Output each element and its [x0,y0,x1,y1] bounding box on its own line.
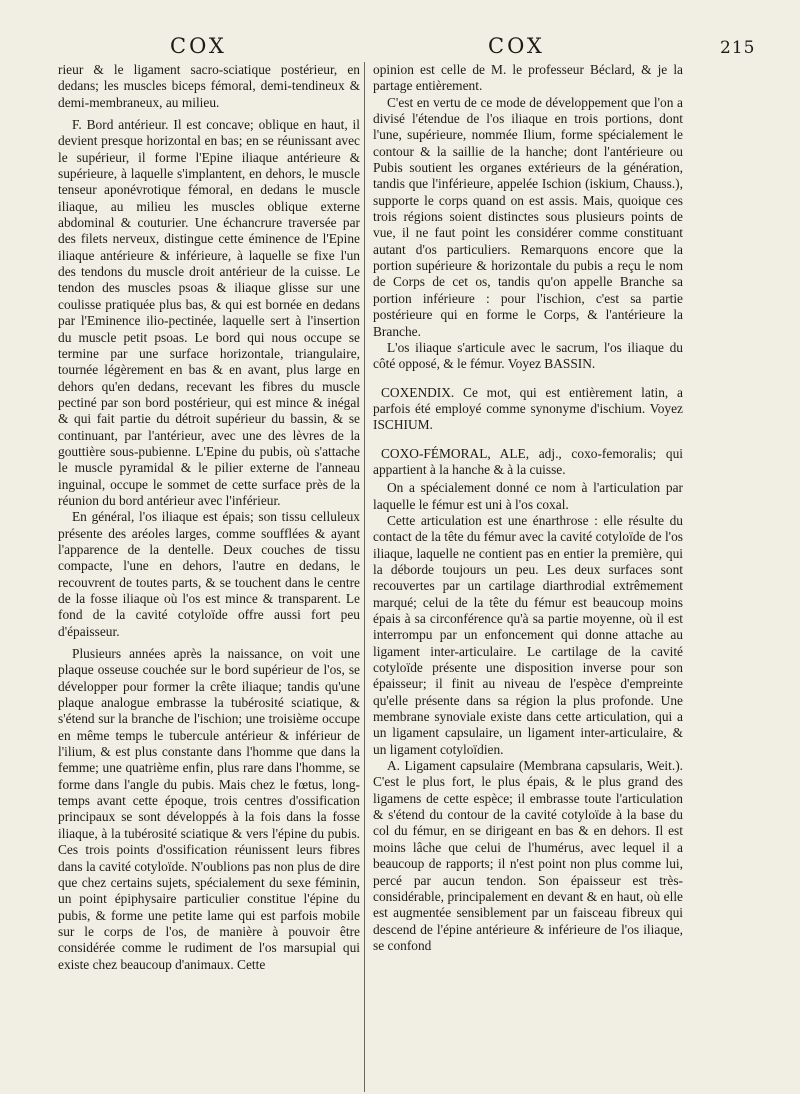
paragraph-bord-anterieur: F. Bord antérieur. Il est concave; oblique en haut, il devient presque horizontal en bas; en se réunissant avec le supérieur, il forme l'Epine iliaque antérieure & supérieure, à laquelle s'implantent, en dehors, le muscle tenseur aponévrotique fémoral, en dedans le muscle iliaque, au milieu les muscles oblique externe abdominal & couturier. Une échancrure traversée par des filets nerveux, distingue cette éminence de l'Epine iliaque antérieure & inférieure, à laquelle se fixe l'un des tendons du muscle droit antérieur de la cuisse. Le tendon des muscles psoas & iliaque glisse sur une coulisse pratiquée plus bas, & qui est bornée en dedans par l'Eminence ilio-pectinée, laquelle sert à l'insertion du muscle petit psoas. Le bord qui nous occupe se termine par une surface horizontale, triangulaire, tournée légèrement en bas & en avant, plus large en dehors qu'en dedans, recevant les fibres du muscle pectiné par son bord postérieur, qui est mince & inégal & qui fait partie du détroit supérieur du bassin, & se continuant, par l'antérieur, avec une des lèvres de la gouttière sous-pubienne. L'Epine du pubis, où s'attache le muscle pyramidal & le pilier externe de l'anneau inguinal, occupe le sommet de cette surface près de la réunion du bord antérieur avec l'inférieur. [58,117,360,508]
paragraph-enarthrose: Cette articulation est une énarthrose : elle résulte du contact de la tête du fémur avec la cavité cotyloïde de l'os iliaque, laquelle ne contient pas en entier la première, qui la déborde toujours un peu. Les deux surfaces sont recouvertes par un cartilage diarthrodial extrêmement marqué; celui de la tête du fémur est beaucoup moins épais à sa circonférence qu'à sa partie moyenne, où il est interrompu par un enfoncement qui donne attache au ligament inter-articulaire. Le cartilage de la cavité cotyloïde présente une disposition inverse pour son épaisseur; il finit au niveau de l'espèce d'empreinte qu'elle présente dans sa région la plus profonde. Une membrane synoviale existe dans cette articulation, qui a un ligament capsulaire, un ligament inter-articulaire, & un ligament cotyloïdien. [373,512,683,757]
entry-coxo-femoral: COXO-FÉMORAL, ALE, adj., coxo-femoralis; qui appartient à la hanche & à la cuisse. [373,445,683,477]
page-number: 215 [720,38,756,58]
paragraph-division: C'est en vertu de ce mode de développement que l'on a divisé l'étendue de l'os iliaque en trois portions, dont l'une, supérieure, nommée Ilium, forme spécialement le contour & la saillie de la hanche; dont l'antérieure ou Pubis soutient les organes extérieurs de la génération, tandis que l'inférieure, appelée Ischion (iskium, Chauss.), supporte le corps quand on est assis. Mais, quoique ces trois régions soient distinctes sous plusieurs points de vue, il ne faut point les considérer comme constituant autant d'os particuliers. Remarquons encore que la portion supérieure & horizontale du pubis a reçu le nom de Corps de cet os, tandis qu'on appelle Branche sa portion inférieure : pour l'ischion, c'est sa partie postérieure qui en forme le Corps, & l'antérieure la Branche. [373,94,683,339]
paragraph-structure: En général, l'os iliaque est épais; son tissu celluleux présente des aréoles larges, comme soufflées & ayant l'apparence de la dentelle. Deux couches de tissu compacte, l'une en dehors, l'autre en dedans, le recouvrent de toutes parts, & se touchent dans le centre de la fosse iliaque où l'os est mince & transparent. Le fond de la cavité cotyloïde offre aussi fort peu d'épaisseur. [58,509,360,639]
paragraph-opinion: opinion est celle de M. le professeur Béclard, & je la partage entièrement. [373,62,683,94]
paragraph-definition: On a spécialement donné ce nom à l'articulation par laquelle le fémur est uni à l'os coxal. [373,480,683,512]
paragraph-articulation: L'os iliaque s'articule avec le sacrum, l'os iliaque du côté opposé, & le fémur. Voyez BASSIN. [373,339,683,372]
running-head-right: COX [488,34,545,58]
paragraph-ligament-capsulaire: A. Ligament capsulaire (Membrana capsularis, Weit.). C'est le plus fort, le plus épais, & le plus grand des ligamens de cette espèce; il embrasse toute l'articulation & s'étend du contour de la cavité cotyloïde à la base du col du fémur, en se dirigeant en bas & en dehors. Il est moins lâche que celui de l'humérus, avec lequel il a beaucoup de rapports; il n'est point non plus comme lui, percé par aucun tendon. Son épaisseur est très-considérable, principalement en devant & en haut, où elle est augmentée sensiblement par un faisceau fibreux qui descend de l'épine antérieure & inférieure de l'os iliaque, se confond [373,758,683,953]
right-column [373,62,683,954]
paragraph-continuation: rieur & le ligament sacro-sciatique postérieur, en dedans; les muscles biceps fémoral, demi-tendineux & demi-membraneux, au milieu. [58,62,360,110]
page-header [0,34,800,64]
left-column [58,62,360,973]
running-head-left: COX [170,34,227,58]
entry-coxendix: COXENDIX. Ce mot, qui est entièrement latin, a parfois été employé comme synonyme d'ischium. Voyez ISCHIUM. [373,384,683,433]
column-divider [364,62,365,1092]
paragraph-ossification: Plusieurs années après la naissance, on voit une plaque osseuse couchée sur le bord supérieur de l'os, se développer pour former la crête iliaque; tandis qu'une plaque analogue embrasse la tubérosité sciatique, & s'étend sur la branche de l'ischion; une troisième occupe en même temps le tubercule antérieur & inférieur de l'ilium, & est plus constante dans l'homme que dans la femme; une quatrième enfin, plus rare dans l'homme, se forme dans l'angle du pubis. Mais chez le fœtus, long-temps avant cette époque, trois centres d'ossification principaux se sont développés à la fois dans la fosse iliaque, à la tubérosité sciatique & vers l'épine du pubis. Ces trois points d'ossification réunissent leurs fibres dans la cavité cotyloïde. N'oublions pas non plus de dire que chez certains sujets, spécialement du sexe féminin, un point épiphysaire particulier constitue l'épine du pubis, & forme une petite lame qui est parfois mobile sur le corps de l'os, de manière à pouvoir être considérée comme le rudiment de l'os marsupial qui existe chez beaucoup d'animaux. Cette [58,646,360,972]
